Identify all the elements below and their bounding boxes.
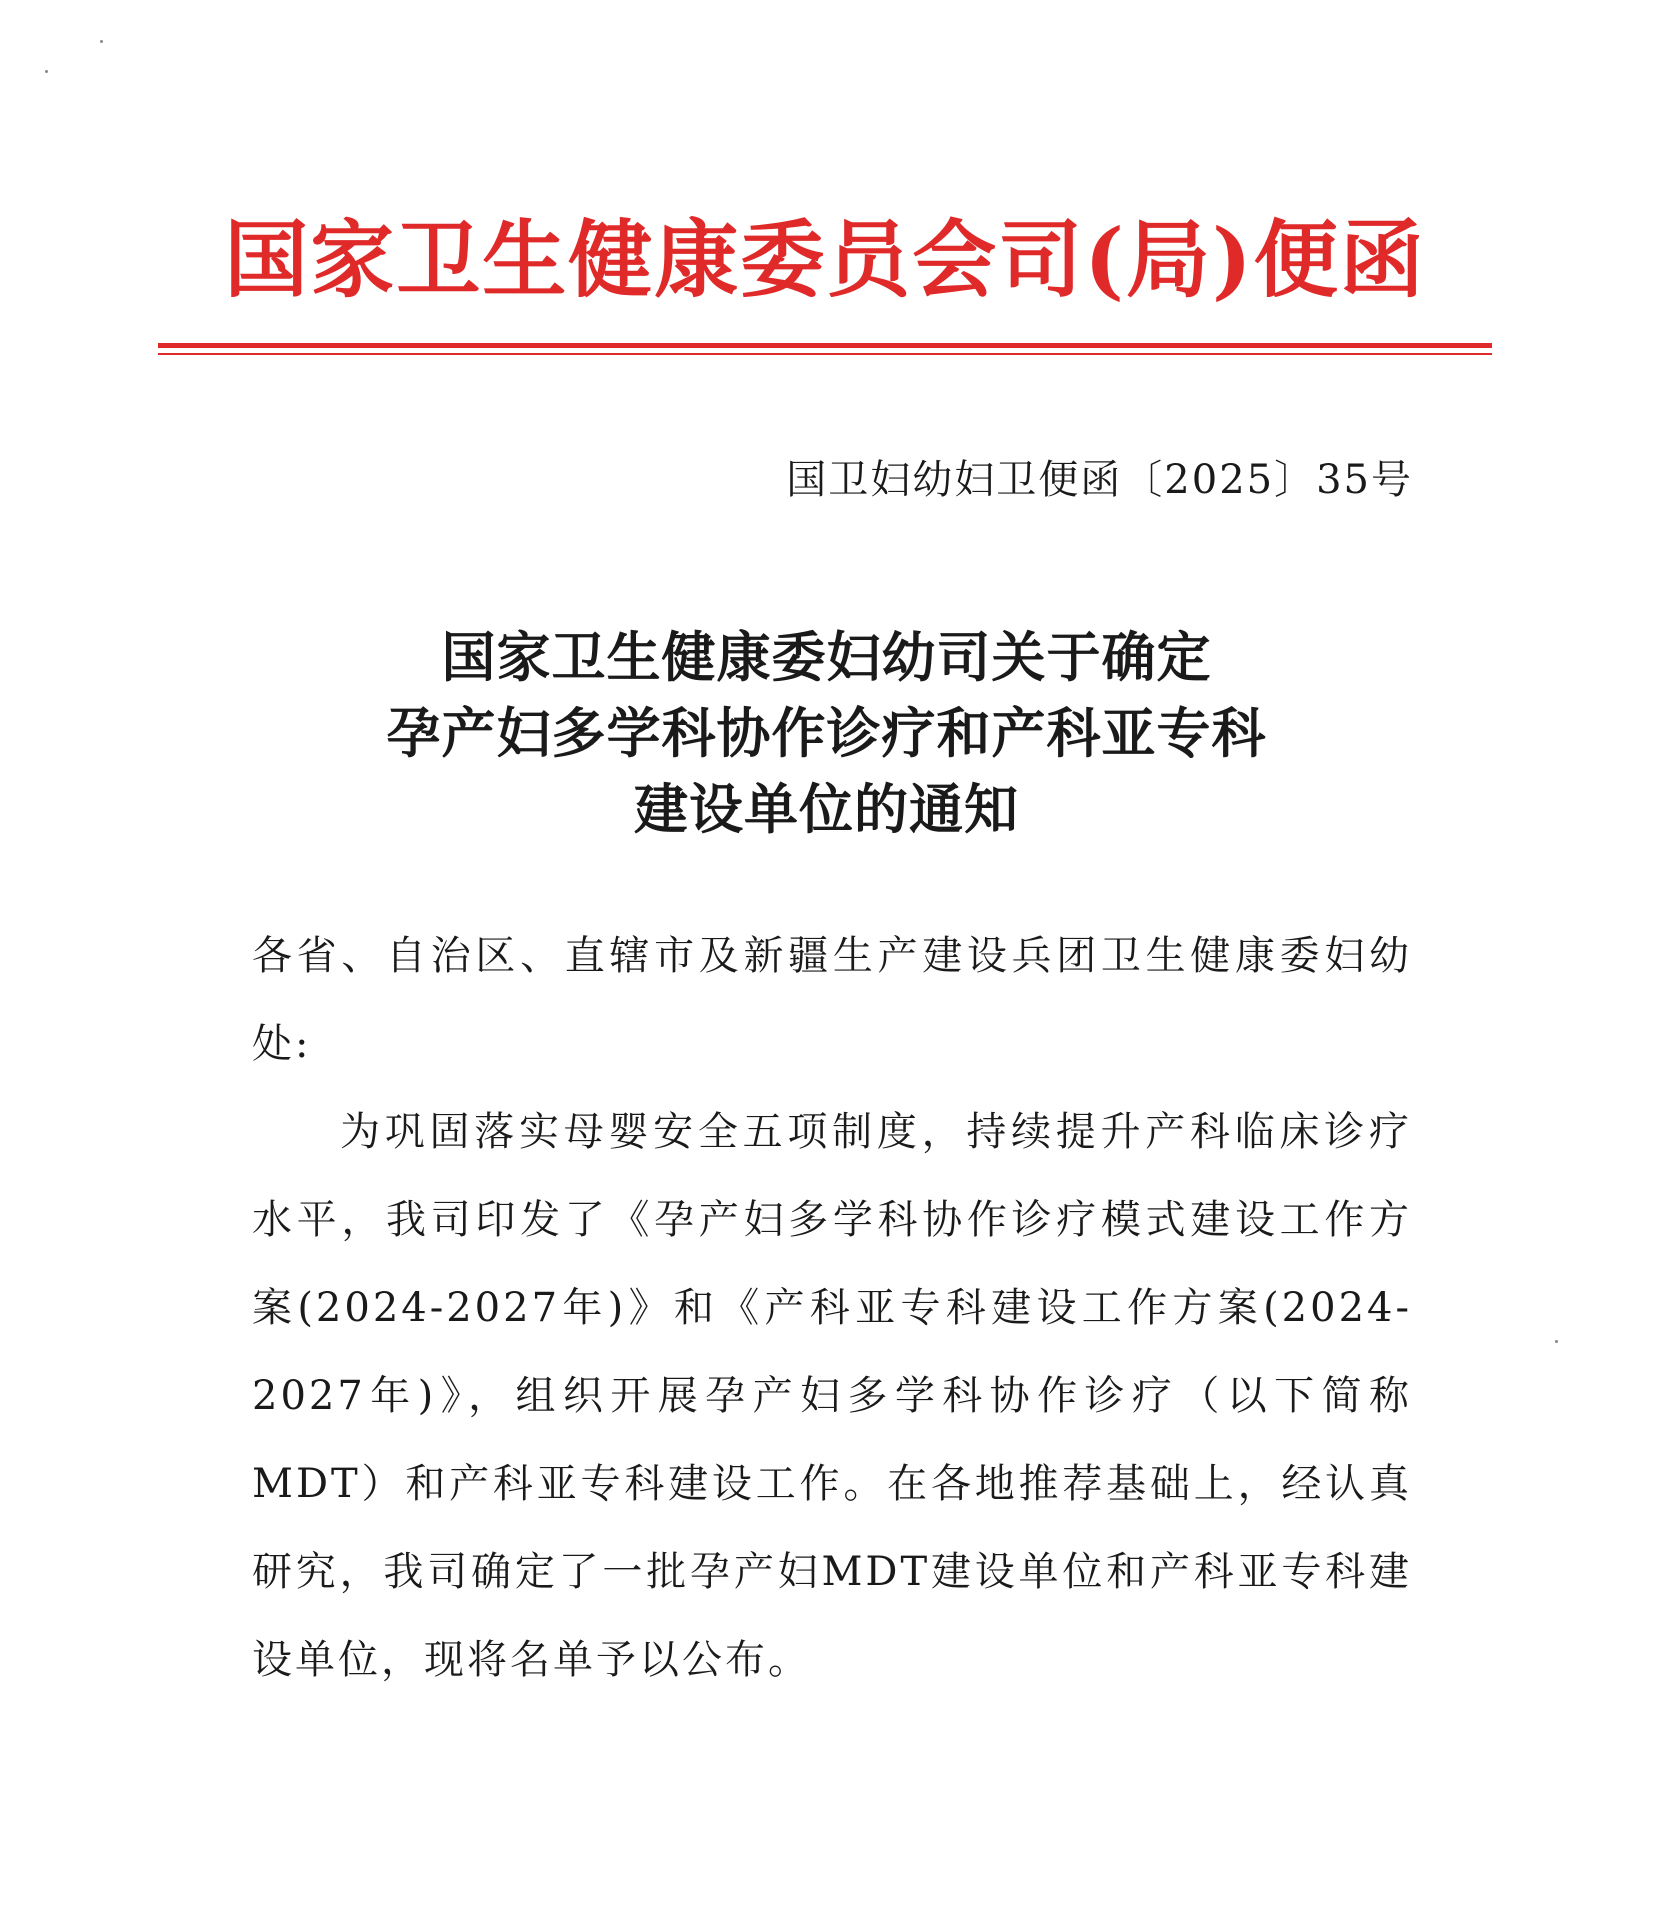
notice-body	[252, 912, 1412, 1704]
scan-speck	[45, 70, 48, 73]
notice-title-line-2: 孕产妇多学科协作诊疗和产科亚专科	[386, 702, 1267, 765]
letterhead-rule-thick	[158, 343, 1492, 348]
scan-speck	[100, 40, 103, 43]
notice-title-line-3: 建设单位的通知	[634, 778, 1019, 841]
notice-title-line-1: 国家卫生健康委妇幼司关于确定	[441, 626, 1212, 689]
letterhead-rule-thin	[158, 353, 1492, 355]
notice-title	[240, 620, 1413, 848]
document-number: 国卫妇幼妇卫便函〔2025〕35号	[786, 457, 1413, 503]
letterhead-title: 国家卫生健康委员会司(局)便函	[224, 210, 1426, 309]
scan-speck	[1555, 1340, 1558, 1343]
salutation: 各省、自治区、直辖市及新疆生产建设兵团卫生健康委妇幼处:	[252, 933, 1412, 1067]
body-paragraph-1: 为巩固落实母婴安全五项制度，持续提升产科临床诊疗水平，我司印发了《孕产妇多学科协作诊疗模式建设工作方案(2024-2027年)》和《产科亚专科建设工作方案(2024-2027年)》，组织开展孕产妇多学科协作诊疗（以下简称MDT）和产科亚专科建设工作。在各地推荐基础上，经认真研究，我司确定了一批孕产妇MDT建设单位和产科亚专科建设单位，现将名单予以公布。	[252, 1109, 1412, 1683]
